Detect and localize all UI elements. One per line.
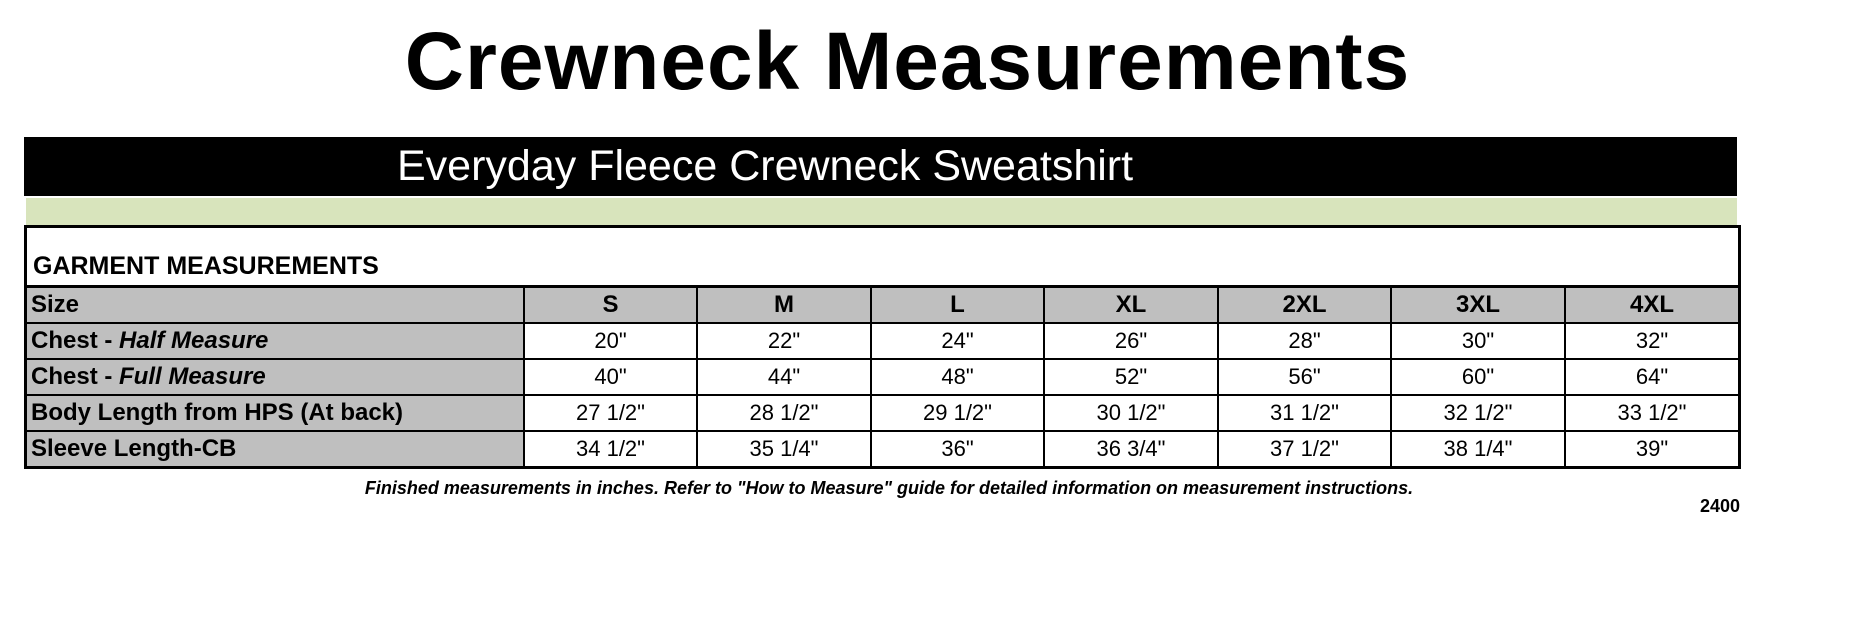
section-heading-text: GARMENT MEASUREMENTS [33, 252, 379, 280]
table-cell: 22" [697, 323, 871, 359]
table-cell: 28" [1218, 323, 1391, 359]
table-row [27, 395, 1738, 431]
measurement-sheet [24, 225, 1741, 469]
table-cell: 52" [1044, 359, 1218, 395]
measurement-footnote: Finished measurements in inches. Refer to "How to Measure" guide for detailed information on measurement instructions. [364, 478, 1414, 498]
table-cell: 32" [1565, 323, 1738, 359]
size-header-cell: 2XL [1218, 288, 1391, 323]
table-row [27, 431, 1738, 466]
table-cell: 36 3/4" [1044, 431, 1218, 466]
table-cell: 32 1/2" [1391, 395, 1565, 431]
table-cell: 36" [871, 431, 1044, 466]
table-cell: 35 1/4" [697, 431, 871, 466]
table-cell: 56" [1218, 359, 1391, 395]
measurement-table [27, 288, 1738, 466]
size-header-cell: L [871, 288, 1044, 323]
size-header-cell: XL [1044, 288, 1218, 323]
row-label-emphasis: Half Measure [119, 327, 269, 354]
table-row [27, 323, 1738, 359]
row-label-text: Chest - [31, 363, 120, 390]
row-label-emphasis: Full Measure [119, 363, 266, 390]
page-title: Crewneck Measurements [404, 16, 1411, 107]
table-cell: 64" [1565, 359, 1738, 395]
table-cell: 38 1/4" [1391, 431, 1565, 466]
size-header-cell: 3XL [1391, 288, 1565, 323]
table-cell: 30 1/2" [1044, 395, 1218, 431]
accent-band [26, 198, 1737, 228]
table-cell: 48" [871, 359, 1044, 395]
table-cell: 44" [697, 359, 871, 395]
product-name: Everyday Fleece Crewneck Sweatshirt [397, 142, 1134, 190]
size-header-cell: S [524, 288, 697, 323]
table-cell: 33 1/2" [1565, 395, 1738, 431]
size-header-label: Size [27, 288, 524, 323]
table-cell: 24" [871, 323, 1044, 359]
row-label-text: Chest - [31, 327, 120, 354]
size-header-cell: M [697, 288, 871, 323]
table-cell: 37 1/2" [1218, 431, 1391, 466]
row-label: Body Length from HPS (At back) [27, 395, 524, 431]
size-header-cell: 4XL [1565, 288, 1738, 323]
table-cell: 27 1/2" [524, 395, 697, 431]
table-cell: 28 1/2" [697, 395, 871, 431]
table-cell: 30" [1391, 323, 1565, 359]
row-label: Sleeve Length-CB [27, 431, 524, 466]
table-cell: 40" [524, 359, 697, 395]
row-label [27, 359, 524, 395]
table-cell: 34 1/2" [524, 431, 697, 466]
table-row [27, 359, 1738, 395]
table-cell: 31 1/2" [1218, 395, 1391, 431]
table-cell: 26" [1044, 323, 1218, 359]
row-label [27, 323, 524, 359]
style-number: 2400 [1699, 496, 1740, 516]
table-cell: 20" [524, 323, 697, 359]
table-cell: 60" [1391, 359, 1565, 395]
table-cell: 29 1/2" [871, 395, 1044, 431]
size-header-row [27, 288, 1738, 323]
table-cell: 39" [1565, 431, 1738, 466]
product-title-bar [24, 137, 1737, 196]
section-heading [27, 228, 1738, 288]
